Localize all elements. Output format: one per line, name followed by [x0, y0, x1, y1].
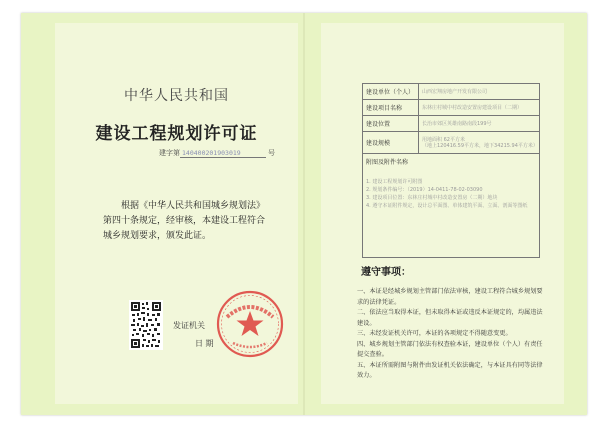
list-item: 三、未经发证机关许可，本证的各项规定不得随意变更。 [357, 330, 512, 337]
table-row [363, 154, 540, 258]
table-label-cell: 建设项目名称 [363, 100, 419, 116]
list-item: 1. 建设工程规划许可附图 [366, 179, 423, 185]
certificate-cover-page [55, 23, 298, 404]
table-label-cell: 建设规模 [363, 132, 419, 154]
table-row [363, 116, 540, 132]
certificate-scan [21, 13, 587, 415]
project-info-table [362, 83, 540, 258]
table-row [363, 132, 540, 154]
certificate-title: 建设工程规划许可证 [95, 124, 258, 144]
issue-date-label: 日 期 [195, 339, 214, 348]
qr-code-icon [129, 300, 163, 350]
list-item: 3. 建设项目位置：东林庄村城中村改造安置房（二期）地块 [366, 195, 498, 201]
certificate-details-page [321, 23, 564, 404]
permit-number-value: 140400201903019 [180, 149, 266, 158]
attachments-list [366, 178, 536, 210]
permit-number-suffix: 号 [268, 149, 275, 157]
permit-number-line [159, 148, 275, 158]
list-item: 2. 规划条件编号：（2019）14-0411-78-02-03090 [366, 187, 483, 193]
table-value-cell: 山西宏翔房地产开发有限公司 [419, 84, 540, 100]
center-fold [303, 13, 305, 415]
attachments-label: 附图及附件名称 [366, 159, 409, 166]
official-seal-icon [215, 289, 285, 359]
list-item: 四、城乡规划主管部门依法有权查验本证，建设单位（个人）有责任提交查验。 [357, 340, 543, 358]
scale-value-line: 用地面积 62平方米 [422, 136, 465, 143]
table-label-cell: 建设单位（个人） [363, 84, 419, 100]
permit-number-label: 建字第 [159, 149, 180, 157]
country-name: 中华人民共和国 [124, 88, 229, 104]
table-value-cell [419, 132, 540, 154]
certificate-body-paragraph: 根据《中华人民共和国城乡规划法》第四十条规定，经审核，本建设工程符合城乡规划要求，颁发此证。 [103, 201, 266, 241]
list-item: 4. 遵守本证附件规定，设计总平面图、单体建筑平面、立面、剖面等图纸 [366, 203, 528, 209]
scale-value-line: （地上120416.59平方米，地下34215.94平方米） [422, 142, 538, 149]
notice-title: 遵守事项： [361, 267, 411, 278]
issuer-label: 发证机关 [173, 321, 205, 330]
notice-list [357, 287, 545, 382]
table-label-cell: 建设位置 [363, 116, 419, 132]
list-item: 五、本证所需附图与附件由发证机关依法确定，与本证具有同等法律效力。 [357, 361, 543, 379]
attachments-cell [363, 154, 540, 258]
table-value-cell: 长治市郊区英雄南路南段199号 [419, 116, 540, 132]
list-item: 一、本证是经城乡规划主管部门依法审核，建设工程符合城乡规划要求的法律凭证。 [357, 288, 543, 306]
table-row [363, 84, 540, 100]
table-row [363, 100, 540, 116]
table-value-cell: 东林庄村城中村改造安置房建设项目（二期） [419, 100, 540, 116]
list-item: 二、依法应当取得本证，但未取得本证或违反本证规定的，均属违法建设。 [357, 309, 543, 327]
certificate-body [103, 199, 273, 244]
